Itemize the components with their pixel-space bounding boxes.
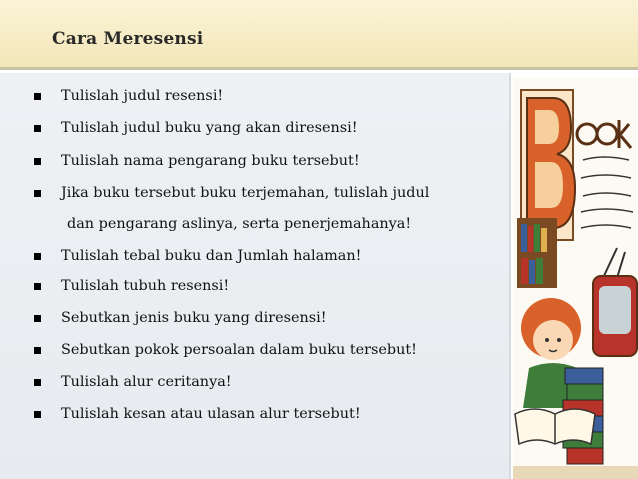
bullet-square-icon	[34, 315, 41, 322]
title-bar	[0, 0, 638, 70]
bullet-square-icon	[34, 93, 41, 100]
content-divider	[509, 73, 511, 479]
bullet-square-icon	[34, 158, 41, 165]
bullet-square-icon	[34, 253, 41, 260]
books-cartoon-image	[513, 78, 638, 479]
bullet-square-icon	[34, 347, 41, 354]
bullet-square-icon	[34, 379, 41, 386]
bullet-square-icon	[34, 125, 41, 132]
content-area: Tulislah judul resensi! Tulislah judul buku yang akan diresensi! Tulislah nama pengarang buku tersebut! Jika buku tersebut buku terjemahan, tulislah judul dan pengarang aslinya, serta penerjemahanya! Tulislah tebal buku dan Jumlah halaman! Tulislah tubuh resensi! Sebutkan jenis buku yang diresensi! Sebutkan pokok persoalan dalam buku tersebut! Tulislah alur ceritanya! Tulislah kesan atau ulasan alur tersebut!	[0, 73, 510, 479]
bullet-square-icon	[34, 190, 41, 197]
books-cartoon-icon	[513, 78, 638, 479]
bullet-square-icon	[34, 283, 41, 290]
bullet-square-icon	[34, 411, 41, 418]
slide-title: Cara Meresensi	[52, 29, 204, 49]
